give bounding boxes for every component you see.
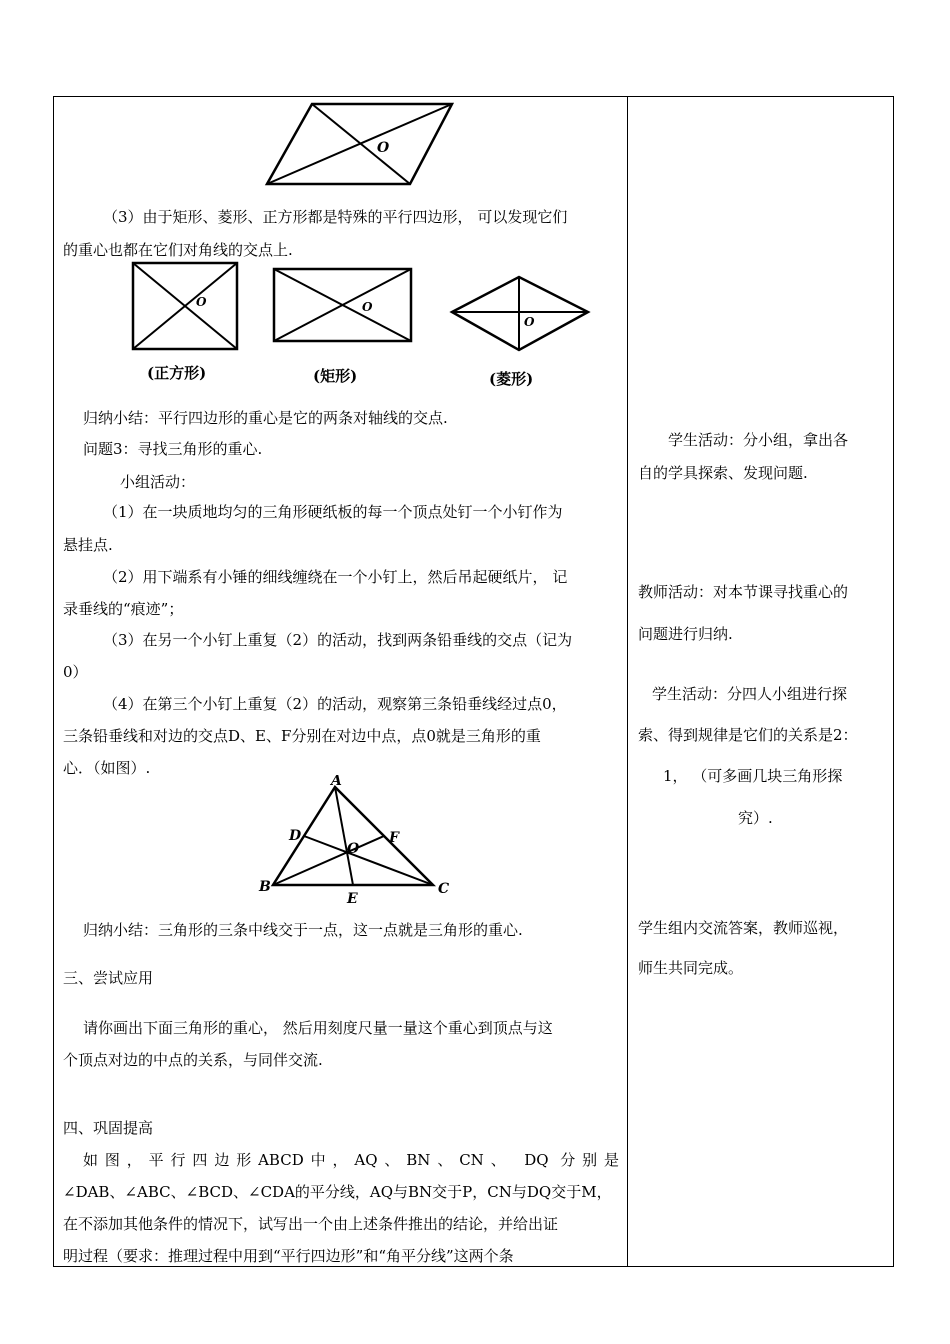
point-f-label: F (389, 830, 399, 846)
paragraph-3-line1: （3）由于矩形、菱形、正方形都是特殊的平行四边形， 可以发现它们 (103, 208, 568, 226)
parallelogram-figure (255, 96, 460, 188)
step-4-line2: 三条铅垂线和对边的交点D、E、F分别在对边中点，点0就是三角形的重 (63, 727, 541, 745)
square-caption: (正方形) (147, 364, 207, 382)
note-group-exchange-line1: 学生组内交流答案，教师巡视， (638, 919, 849, 937)
point-o-label: O (362, 300, 373, 314)
note-student-activity-1-line1: 学生活动：分小组，拿出各 (668, 431, 849, 449)
note-student-activity-2-line2: 索、得到规律是它们的关系是2： (638, 726, 858, 744)
section-4-line4: 明过程（要求：推理过程中用到“平行四边形”和“角平分线”这两个条 (63, 1247, 514, 1265)
note-group-exchange-line2: 师生共同完成。 (638, 959, 744, 977)
rhombus-figure (448, 274, 592, 354)
centroid-o-label: O (347, 841, 360, 857)
point-d-label: D (289, 828, 302, 844)
triangle-figure (255, 775, 455, 910)
rectangle-figure (271, 266, 414, 344)
step-2-line1: （2）用下端系有小锤的细线缠绕在一个小钉上，然后吊起硬纸片， 记 (103, 568, 568, 586)
section-4-line3: 在不添加其他条件的情况下，试写出一个由上述条件推出的结论，并给出证 (63, 1215, 559, 1233)
point-o-label: O (196, 295, 207, 309)
section-4-line1: 如图，平行四边形ABCD中，AQ、BN、CN、 DQ 分别是 (83, 1151, 619, 1169)
square-figure (130, 260, 240, 352)
group-activity-heading: 小组活动： (120, 473, 196, 491)
point-o-label: O (377, 140, 390, 156)
section-4-title: 四、巩固提高 (63, 1119, 154, 1137)
note-student-activity-1-line2: 自的学具探索、发现问题. (638, 464, 808, 482)
point-o-label: O (524, 315, 535, 329)
column-divider (627, 96, 628, 1267)
section-3-line2: 个顶点对边的中点的关系，与同伴交流. (63, 1051, 323, 1069)
paragraph-3-line2: 的重心也都在它们对角线的交点上. (63, 241, 293, 259)
rectangle-caption: (矩形) (313, 367, 358, 385)
vertex-c-label: C (438, 881, 450, 897)
rhombus-caption: (菱形) (489, 370, 534, 388)
step-4-line3: 心．（如图）. (63, 759, 151, 777)
question-3: 问题3：寻找三角形的重心. (83, 440, 263, 458)
note-student-activity-2-line1: 学生活动：分四人小组进行探 (652, 685, 848, 703)
step-3-line1: （3）在另一个小钉上重复（2）的活动，找到两条铅垂线的交点（记为 (103, 631, 573, 649)
note-student-activity-2-line3: 1， （可多画几块三角形探 (663, 767, 843, 785)
point-e-label: E (347, 891, 358, 907)
summary-parallelogram: 归纳小结：平行四边形的重心是它的两条对轴线的交点. (83, 409, 448, 427)
step-1-line1: （1）在一块质地均匀的三角形硬纸板的每一个顶点处钉一个小钉作为 (103, 503, 563, 521)
note-teacher-activity-line1: 教师活动：对本节课寻找重心的 (638, 583, 849, 601)
section-3-line1: 请你画出下面三角形的重心， 然后用刻度尺量一量这个重心到顶点与这 (83, 1019, 553, 1037)
vertex-a-label: A (331, 775, 342, 789)
step-4-line1: （4）在第三个小钉上重复（2）的活动，观察第三条铅垂线经过点0， (103, 695, 567, 713)
step-1-line2: 悬挂点. (63, 536, 113, 554)
summary-triangle: 归纳小结：三角形的三条中线交于一点，这一点就是三角形的重心. (83, 921, 523, 939)
note-teacher-activity-line2: 问题进行归纳. (638, 625, 733, 643)
section-3-title: 三、尝试应用 (63, 969, 154, 987)
step-2-line2: 录垂线的“痕迹”； (63, 600, 184, 618)
vertex-b-label: B (259, 879, 271, 895)
section-4-line2: ∠DAB、∠ABC、∠BCD、∠CDA的平分线，AQ与BN交于P，CN与DQ交于M， (63, 1183, 612, 1201)
step-3-line2: 0） (63, 663, 88, 681)
note-student-activity-2-line4: 究）. (738, 809, 773, 827)
